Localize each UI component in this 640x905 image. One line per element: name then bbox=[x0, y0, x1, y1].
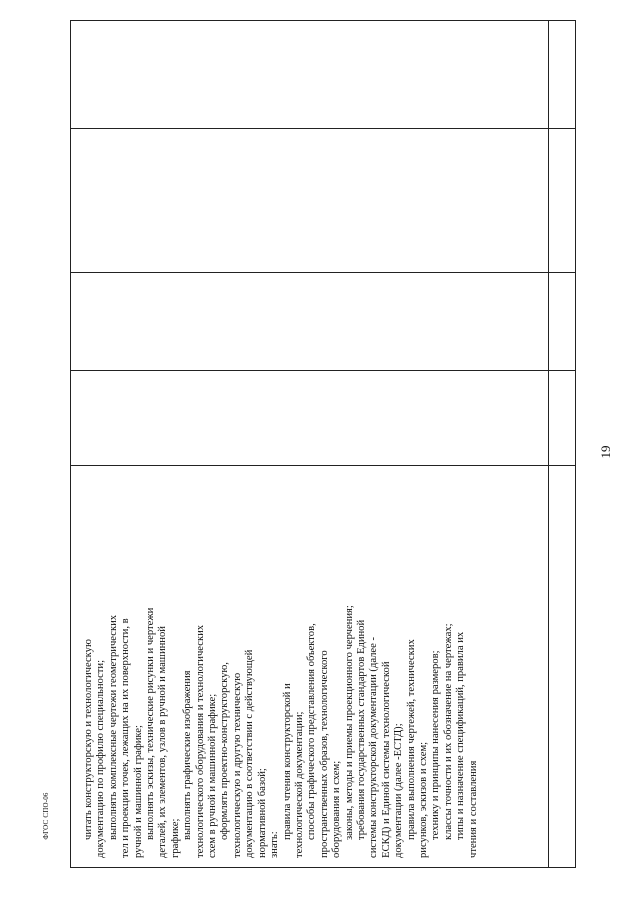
page-number-text: 19 bbox=[598, 445, 613, 459]
skills-line: выполнять эскизы, технические рисунки и чертежи bbox=[145, 607, 157, 840]
skills-line: пространственных образов, технологического bbox=[318, 650, 330, 858]
skills-line: типы и назначение спецификаций, правила их bbox=[455, 631, 467, 840]
skills-line: документацию в соответствии с действующей bbox=[244, 649, 256, 858]
skills-line: выполнять комплексные чертежи геометрических bbox=[107, 614, 119, 840]
skills-line: читать конструкторскую и технологическую bbox=[83, 639, 94, 840]
skills-line: правила выполнения чертежей, технических bbox=[405, 639, 417, 840]
skills-line: правила чтения конструкторской и bbox=[281, 683, 293, 840]
skills-line: рисунков, эскизов и схем; bbox=[417, 741, 429, 858]
skills-line: ручной и машинной графике; bbox=[132, 725, 144, 858]
skills-line: технологическую и другую техническую bbox=[231, 672, 243, 858]
skills-line: выполнять графические изображения bbox=[182, 670, 194, 840]
skills-line: технологической документации; bbox=[293, 711, 305, 858]
row-divider-1 bbox=[70, 128, 576, 129]
skills-line: схем в ручной и машинной графике; bbox=[207, 693, 219, 858]
skills-line: классы точности и их обозначение на чертежах; bbox=[442, 623, 454, 840]
skills-line: графике; bbox=[169, 818, 181, 858]
skills-line: документации (далее -ЕСТД); bbox=[393, 723, 405, 858]
skills-line: законы, методы и приемы проекционного черчения; bbox=[343, 605, 355, 840]
column-divider bbox=[548, 20, 549, 868]
skills-line: документацию по профилю специальности; bbox=[95, 659, 107, 858]
skills-line: тел и проекции точек, лежащих на их поверхности, в bbox=[120, 618, 132, 858]
skills-line: оформлять проектно-конструкторскую, bbox=[219, 662, 231, 840]
row-divider-4 bbox=[70, 465, 576, 466]
row-divider-3 bbox=[70, 370, 576, 371]
skills-line: нормативной базой; bbox=[256, 768, 268, 858]
skills-line: оборудования и схем; bbox=[331, 760, 343, 858]
skills-line: системы конструкторской документации (далее - bbox=[368, 637, 380, 858]
skills-line: чтения и составления bbox=[467, 760, 479, 858]
skills-text bbox=[79, 470, 543, 858]
page-number bbox=[594, 440, 618, 464]
doc-code: ФГОС СПО-06 bbox=[42, 792, 50, 840]
skills-line: способы графического представления объектов, bbox=[306, 623, 318, 840]
skills-line: технику и принципы нанесения размеров; bbox=[430, 650, 442, 840]
footer bbox=[26, 786, 66, 846]
skills-line: ЕСКД) и Единой системы технологической bbox=[380, 661, 392, 858]
skills-line: знать: bbox=[269, 831, 281, 858]
skills-line: требования государственных стандартов Единой bbox=[355, 619, 367, 840]
skills-line: технологического оборудования и технологических bbox=[194, 624, 206, 858]
skills-cell bbox=[76, 468, 546, 860]
row-divider-2 bbox=[70, 272, 576, 273]
skills-line: деталей, их элементов, узлов в ручной и машинной bbox=[157, 626, 169, 858]
